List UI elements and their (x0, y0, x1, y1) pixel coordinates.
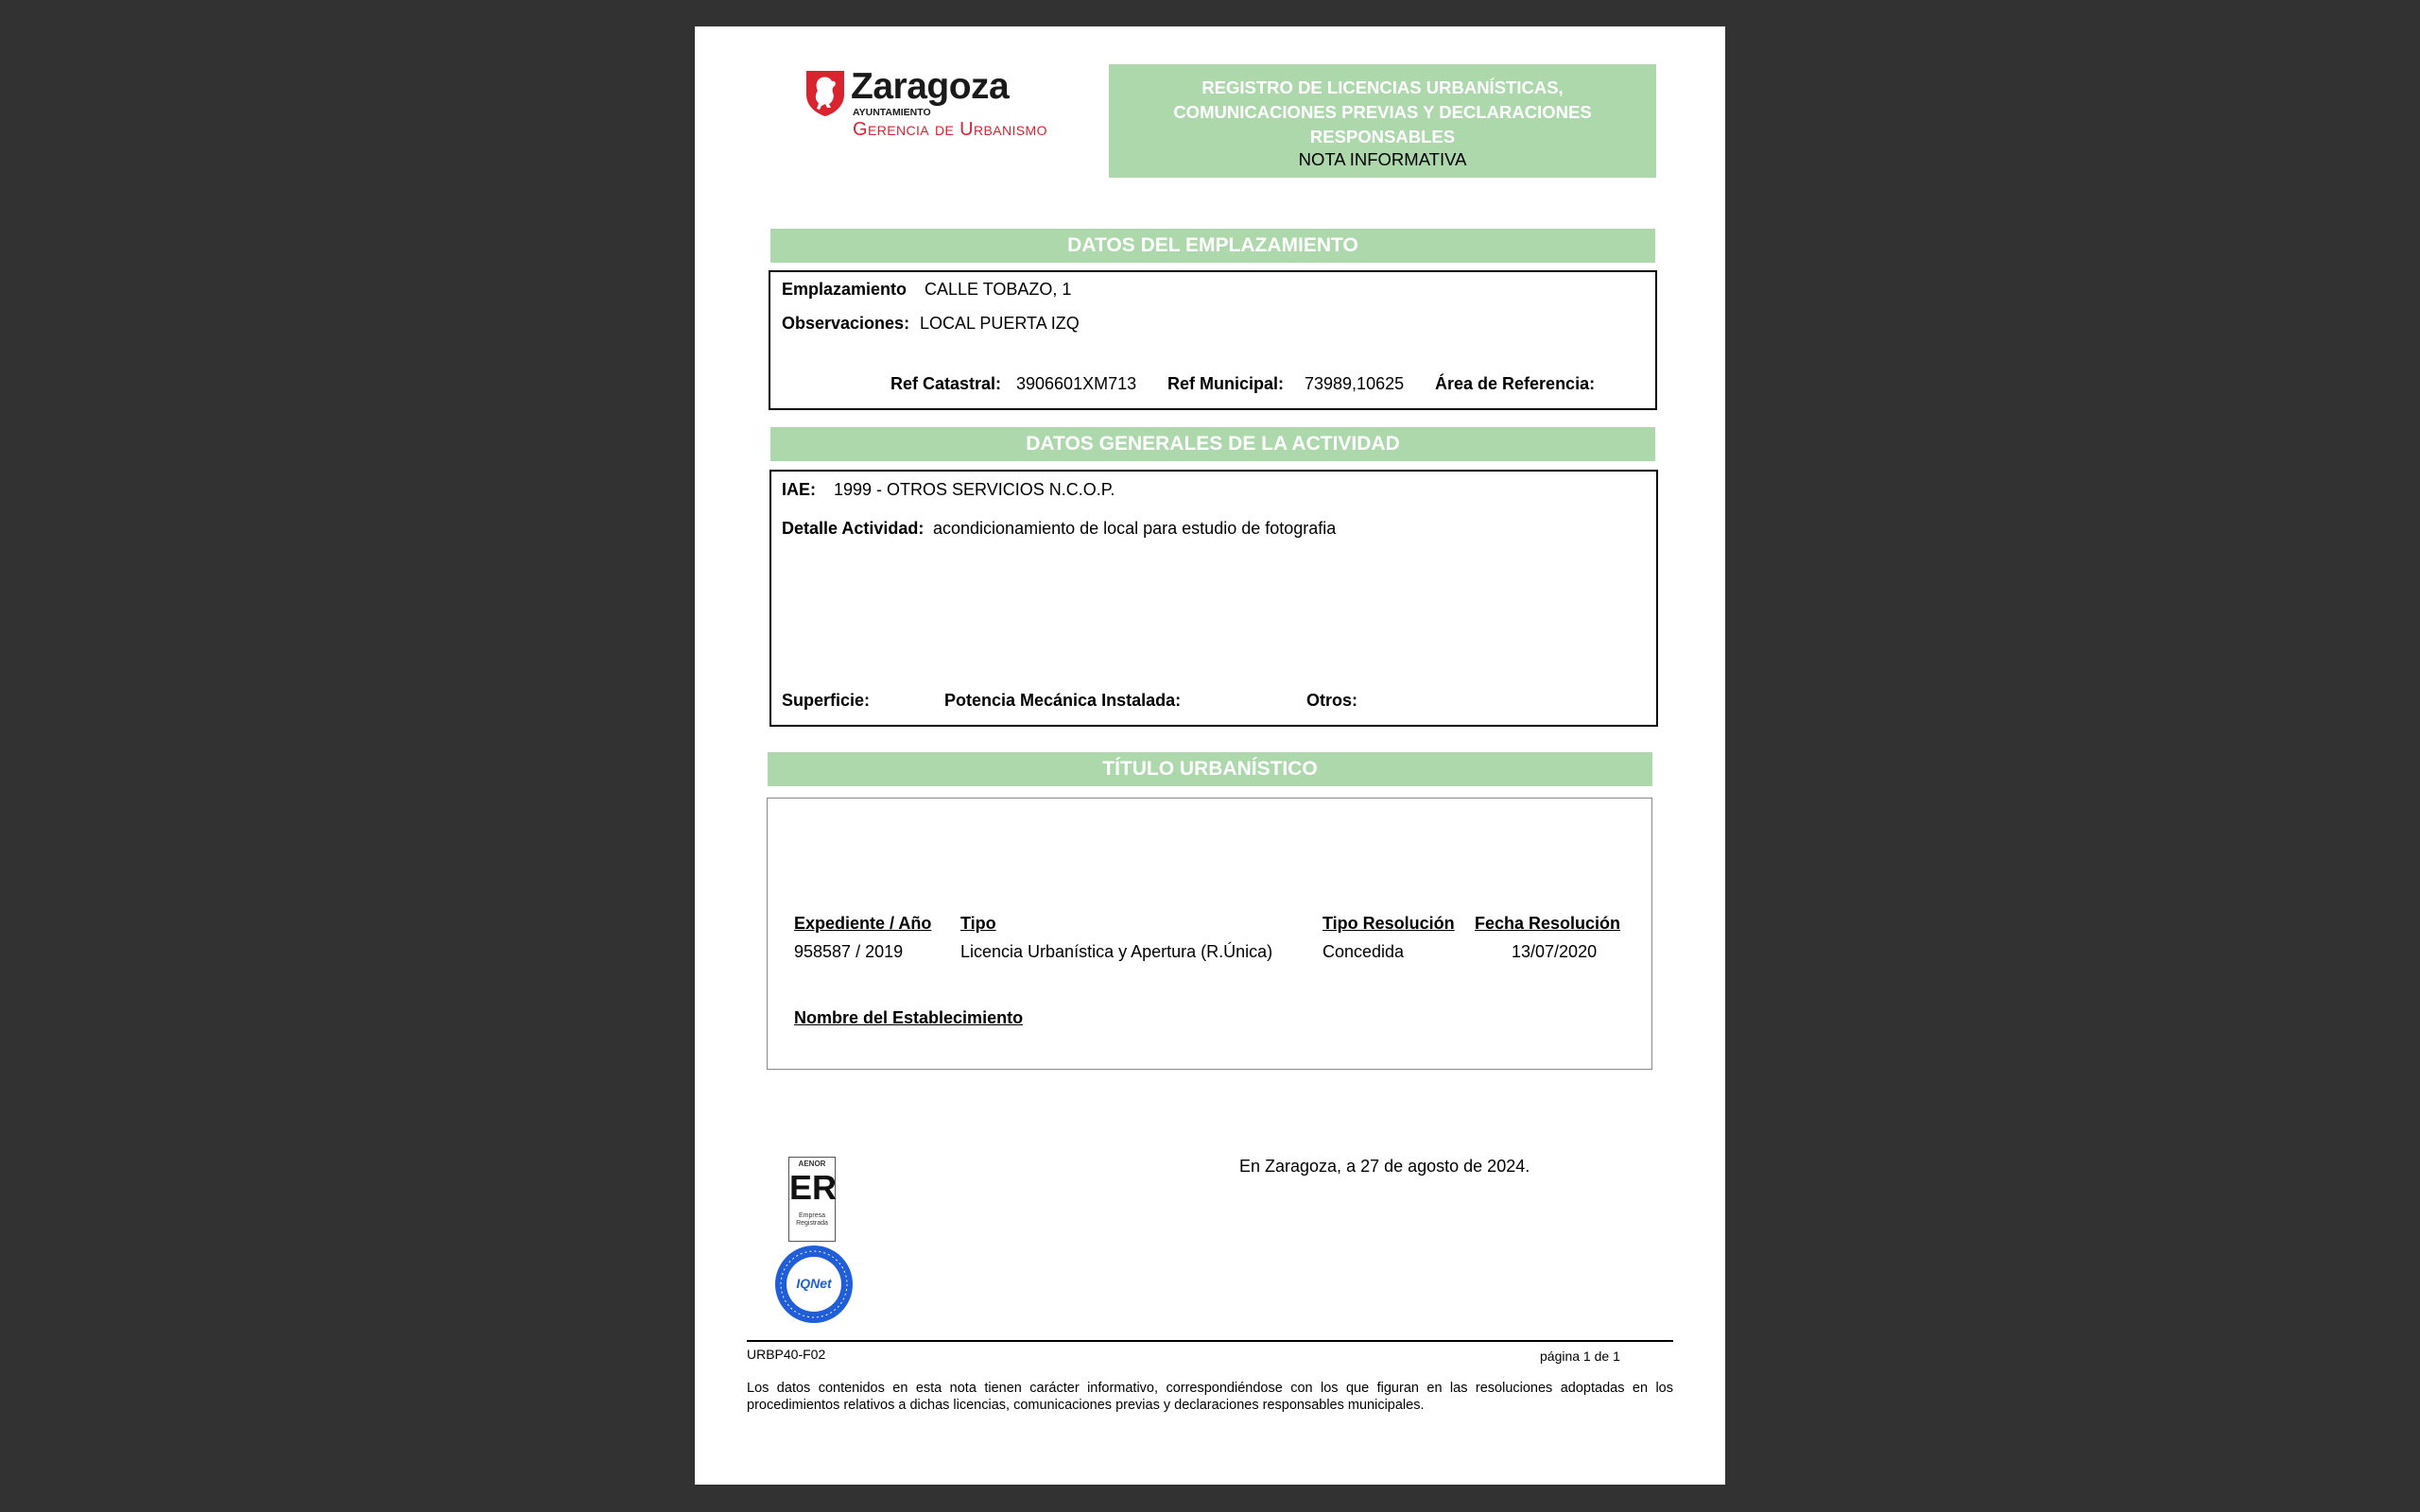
registro-title: REGISTRO DE LICENCIAS URBANÍSTICAS, COMUNICACIONES PREVIAS Y DECLARACIONES RESPONSABLES (1173, 77, 1592, 146)
iae-value: 1999 - OTROS SERVICIOS N.C.O.P. (834, 480, 1115, 499)
zaragoza-lion-shield-icon (804, 68, 847, 117)
iqnet-text: IQNet (796, 1276, 832, 1291)
section-actividad-title: DATOS GENERALES DE LA ACTIVIDAD (770, 427, 1655, 461)
aenor-er-seal (788, 1157, 836, 1242)
col-expediente-header: Expediente / Año (794, 914, 932, 933)
emplazamiento-value: CALLE TOBAZO, 1 (925, 280, 1072, 299)
row-fecha-resolucion-value: 13/07/2020 (1512, 942, 1598, 961)
iqnet-seal-icon (773, 1244, 855, 1325)
row-tipo-value: Licencia Urbanística y Apertura (R.Única) (960, 942, 1273, 961)
area-referencia-label: Área de Referencia: (1435, 374, 1596, 393)
actividad-box (769, 470, 1658, 727)
observaciones-label: Observaciones: (782, 314, 910, 333)
col-fecha-resolucion-header: Fecha Resolución (1475, 914, 1621, 933)
logo-city-name: Zaragoza (851, 66, 1010, 107)
form-code: URBP40-F02 (747, 1347, 826, 1362)
col-tipo-resolucion-header: Tipo Resolución (1322, 914, 1455, 933)
section-emplazamiento-title: DATOS DEL EMPLAZAMIENTO (770, 229, 1655, 263)
detalle-actividad-value: acondicionamiento de local para estudio de fotografia (933, 519, 1337, 538)
row-tipo-resolucion-value: Concedida (1322, 942, 1405, 961)
ref-municipal-label: Ref Municipal: (1167, 374, 1285, 393)
col-tipo-header: Tipo (960, 914, 996, 933)
titulo-box (767, 798, 1652, 1070)
aenor-top-label: AENOR (798, 1160, 826, 1168)
ref-municipal-value: 73989,10625 (1305, 374, 1405, 393)
nota-informativa-label: NOTA INFORMATIVA (1298, 149, 1467, 169)
footer-disclaimer: Los datos contenidos en esta nota tienen carácter informativo, correspondiéndose con los que figuran en las resoluciones adoptadas en los procedimientos relativos a dichas licencias, comunicaciones previas y declaraciones responsables municipales. (747, 1381, 1673, 1413)
establecimiento-label: Nombre del Establecimiento (794, 1008, 1024, 1027)
registro-header-box (1109, 64, 1656, 178)
detalle-actividad-label: Detalle Actividad: (782, 519, 925, 538)
emplazamiento-box (769, 270, 1657, 410)
row-expediente-value: 958587 / 2019 (794, 942, 904, 961)
page-number: página 1 de 1 (1540, 1349, 1620, 1364)
logo-ayuntamiento: AYUNTAMIENTO (853, 107, 931, 118)
ref-catastral-label: Ref Catastral: (890, 374, 1002, 393)
otros-label: Otros: (1306, 691, 1357, 710)
aenor-er-mark: ER (789, 1168, 838, 1207)
ref-catastral-value: 3906601XM713 (1016, 374, 1137, 393)
zaragoza-logo (796, 66, 1061, 170)
section-titulo-title: TÍTULO URBANÍSTICO (768, 752, 1652, 786)
logo-gerencia: Gerencia de Urbanismo (853, 119, 1047, 140)
superficie-label: Superficie: (782, 691, 871, 710)
aenor-sub-label: Empresa Registrada (796, 1212, 828, 1227)
iae-label: IAE: (782, 480, 816, 499)
emplazamiento-label: Emplazamiento (782, 280, 908, 299)
observaciones-value: LOCAL PUERTA IZQ (920, 314, 1080, 333)
fecha-lugar: En Zaragoza, a 27 de agosto de 2024. (1239, 1157, 1530, 1176)
footer-divider (747, 1340, 1673, 1342)
potencia-label: Potencia Mecánica Instalada: (944, 691, 1182, 710)
document-page (695, 26, 1725, 1485)
